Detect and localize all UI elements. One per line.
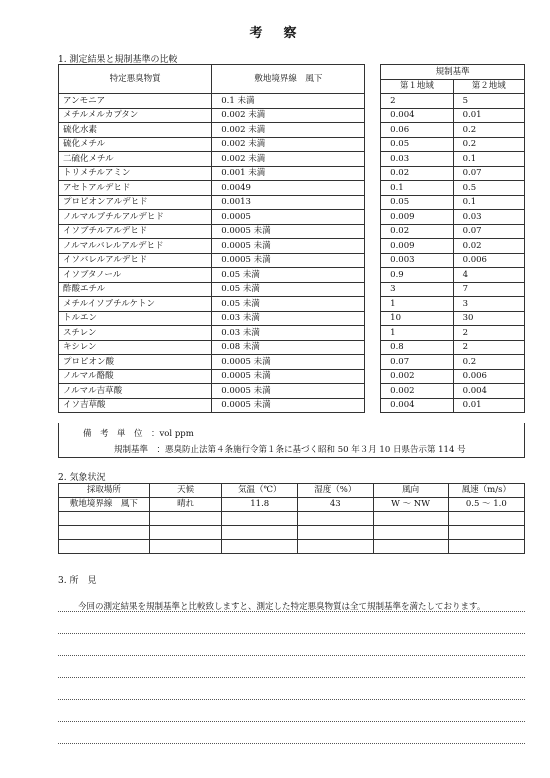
ruled-line [58,721,525,722]
substance-cell: ノルマル吉草酸 [59,384,212,399]
section2-heading: 2. 気象状況 [58,473,106,483]
empty-cell [373,540,448,554]
table-row [59,224,525,239]
section3-heading: 3. 所 見 [58,576,97,586]
substance-cell: 硫化水素 [59,123,212,138]
measured-value-cell: 0.03 未満 [212,326,365,341]
empty-cell [149,512,222,526]
empty-cell [448,540,524,554]
column-gap [365,369,381,384]
findings-text: 今回の測定結果を規制基準と比較致しますと、測定した特定悪臭物質は全て規制基準を満たしております。 [78,602,486,612]
table-row [59,340,525,355]
area1-cell: 0.06 [381,123,453,138]
area2-cell: 0.2 [453,355,524,370]
column-gap [365,239,381,254]
measured-value-cell: 0.001 未満 [212,166,365,181]
empty-cell [149,540,222,554]
area1-cell: 0.07 [381,355,453,370]
substance-cell: アセトアルデヒド [59,181,212,196]
measured-value-cell: 0.002 未満 [212,137,365,152]
empty-cell [222,526,298,540]
table-row [59,210,525,225]
column-gap [365,268,381,283]
table-row [59,137,525,152]
area2-cell: 0.1 [453,195,524,210]
empty-cell [373,526,448,540]
area2-header: 第２地域 [453,79,524,94]
measured-value-cell: 0.0005 [212,210,365,225]
substance-cell: プロピオン酸 [59,355,212,370]
column-gap [365,195,381,210]
measured-value-cell: 0.0005 未満 [212,384,365,399]
column-gap [365,355,381,370]
weather-header: 風速（m/s） [448,484,524,498]
column-gap [365,94,381,109]
measured-value-cell: 0.1 未満 [212,94,365,109]
weather-header: 気温（℃） [222,484,298,498]
column-gap [365,181,381,196]
measured-value-cell: 0.0005 未満 [212,224,365,239]
measured-value-cell: 0.002 未満 [212,152,365,167]
empty-cell [222,540,298,554]
column-gap [365,340,381,355]
table-row [59,239,525,254]
column-gap [365,326,381,341]
table-row [59,311,525,326]
substance-cell: 硫化メチル [59,137,212,152]
section1-heading: 1. 測定結果と規制基準の比較 [58,55,178,65]
area2-cell: 30 [453,311,524,326]
area2-cell: 2 [453,340,524,355]
area2-cell: 0.006 [453,253,524,268]
measured-value-cell: 0.002 未満 [212,108,365,123]
empty-cell [298,540,373,554]
empty-cell [448,512,524,526]
measured-value-cell: 0.08 未満 [212,340,365,355]
ruled-line [58,743,525,744]
table-row [59,297,525,312]
ruled-line [58,611,525,612]
standard-header: 規制基準 [381,65,525,80]
measured-value-cell: 0.0005 未満 [212,398,365,413]
table-row [59,268,525,283]
column-gap [365,166,381,181]
area2-cell: 0.2 [453,123,524,138]
measured-value-cell: 0.002 未満 [212,123,365,138]
page-title: 考 察 [249,26,301,41]
substance-cell: イソブタノール [59,268,212,283]
area2-cell: 0.07 [453,224,524,239]
substance-cell: スチレン [59,326,212,341]
odor-comparison-table [58,64,525,413]
area1-cell: 10 [381,311,453,326]
area1-cell: 0.004 [381,108,453,123]
area2-cell: 0.03 [453,210,524,225]
column-gap [365,253,381,268]
column-gap [365,137,381,152]
weather-header: 風向 [373,484,448,498]
area1-cell: 0.05 [381,195,453,210]
substance-cell: プロピオンアルデヒド [59,195,212,210]
area2-cell: 0.5 [453,181,524,196]
column-gap [365,398,381,413]
substance-cell: メチルイソブチルケトン [59,297,212,312]
weather-cell: 11.8 [222,498,298,512]
table-row [59,282,525,297]
measured-value-cell: 0.0005 未満 [212,369,365,384]
measured-value-cell: 0.05 未満 [212,282,365,297]
weather-header: 天候 [149,484,222,498]
substance-cell: イソ吉草酸 [59,398,212,413]
column-gap [365,65,381,94]
area2-cell: 0.07 [453,166,524,181]
substance-cell: ノルマルブチルアルデヒド [59,210,212,225]
table-row [59,181,525,196]
substance-cell: イソブチルアルデヒド [59,224,212,239]
column-gap [365,224,381,239]
area2-cell: 0.2 [453,137,524,152]
ruled-line [58,655,525,656]
table-row [59,369,525,384]
weather-table [58,483,525,554]
empty-cell [373,512,448,526]
substance-cell: ノルマルバレルアルデヒド [59,239,212,254]
area2-cell: 7 [453,282,524,297]
measured-value-cell: 0.03 未満 [212,311,365,326]
substance-cell: メチルメルカプタン [59,108,212,123]
ruled-line [58,633,525,634]
area1-cell: 2 [381,94,453,109]
empty-cell [59,540,150,554]
column-gap [365,123,381,138]
column-gap [365,108,381,123]
area2-cell: 0.01 [453,398,524,413]
weather-header: 採取場所 [59,484,150,498]
area1-cell: 0.02 [381,166,453,181]
area1-header: 第１地域 [381,79,453,94]
measured-value-cell: 0.0005 未満 [212,239,365,254]
empty-cell [222,512,298,526]
column-gap [365,210,381,225]
substance-cell: イソバレルアルデヒド [59,253,212,268]
measured-header: 敷地境界線 風下 [212,65,365,94]
measured-value-cell: 0.05 未満 [212,268,365,283]
table-row [59,398,525,413]
table-row [59,166,525,181]
measured-value-cell: 0.0049 [212,181,365,196]
weather-cell: 晴れ [149,498,222,512]
measured-value-cell: 0.0005 未満 [212,253,365,268]
area1-cell: 0.002 [381,369,453,384]
area1-cell: 0.05 [381,137,453,152]
area2-cell: 4 [453,268,524,283]
area1-cell: 0.009 [381,210,453,225]
weather-cell: 43 [298,498,373,512]
substance-cell: トリメチルアミン [59,166,212,181]
substance-cell: トルエン [59,311,212,326]
unit-note: 備 考 単 位 ：vol ppm [83,429,194,439]
area1-cell: 3 [381,282,453,297]
measured-value-cell: 0.0013 [212,195,365,210]
area2-cell: 0.01 [453,108,524,123]
column-gap [365,297,381,312]
area2-cell: 0.02 [453,239,524,254]
area2-cell: 0.004 [453,384,524,399]
column-gap [365,311,381,326]
table-row [59,355,525,370]
area1-cell: 0.8 [381,340,453,355]
substance-cell: アンモニア [59,94,212,109]
area1-cell: 0.004 [381,398,453,413]
empty-cell [59,526,150,540]
ruled-line [58,677,525,678]
area1-cell: 0.003 [381,253,453,268]
area1-cell: 1 [381,326,453,341]
substance-cell: 二硫化メチル [59,152,212,167]
table-row [59,94,525,109]
area1-cell: 0.03 [381,152,453,167]
substance-header: 特定悪臭物質 [59,65,212,94]
area2-cell: 0.006 [453,369,524,384]
column-gap [365,152,381,167]
table-row [59,384,525,399]
empty-cell [298,512,373,526]
area1-cell: 1 [381,297,453,312]
substance-cell: キシレン [59,340,212,355]
area2-cell: 2 [453,326,524,341]
substance-cell: 酢酸エチル [59,282,212,297]
standard-basis-note: 規制基準 ：悪臭防止法第４条施行令第１条に基づく昭和 50 年３月 10 日県告示第 114 号 [114,445,466,455]
area1-cell: 0.009 [381,239,453,254]
empty-cell [448,526,524,540]
table-row [59,108,525,123]
weather-cell: 0.5 ～ 1.0 [448,498,524,512]
empty-cell [298,526,373,540]
area1-cell: 0.02 [381,224,453,239]
empty-cell [59,512,150,526]
area2-cell: 0.1 [453,152,524,167]
column-gap [365,282,381,297]
area1-cell: 0.1 [381,181,453,196]
column-gap [365,384,381,399]
weather-header: 湿度（%） [298,484,373,498]
area2-cell: 5 [453,94,524,109]
notes-box [58,423,525,458]
area1-cell: 0.002 [381,384,453,399]
weather-cell: W ～ NW [373,498,448,512]
weather-cell: 敷地境界線 風下 [59,498,150,512]
table-row [59,195,525,210]
area2-cell: 3 [453,297,524,312]
table-row [59,123,525,138]
ruled-line [58,699,525,700]
table-row [59,326,525,341]
table-row [59,152,525,167]
substance-cell: ノルマル酪酸 [59,369,212,384]
area1-cell: 0.9 [381,268,453,283]
measured-value-cell: 0.0005 未満 [212,355,365,370]
table-row [59,253,525,268]
empty-cell [149,526,222,540]
measured-value-cell: 0.05 未満 [212,297,365,312]
